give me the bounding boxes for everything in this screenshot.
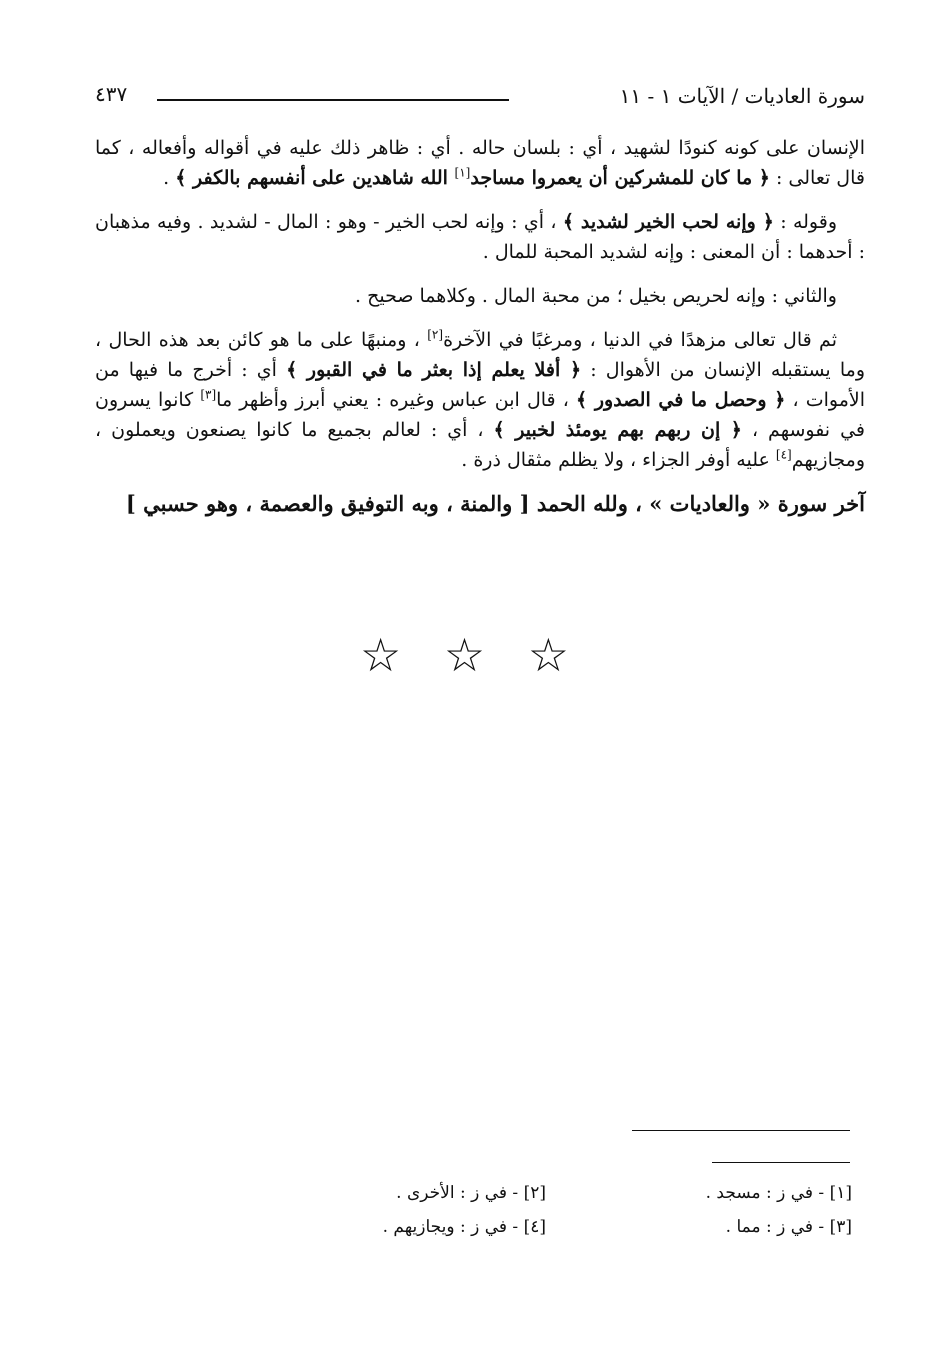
footnote-4: [٤] - في ز : ويجازيهم . xyxy=(382,1217,546,1237)
paragraph-3 xyxy=(95,281,865,311)
quran-quote: ﴿ إن ربهم بهم يومئذ لخبير ﴾ xyxy=(493,419,742,441)
text-span: ثم قال تعالى مزهدًا في الدنيا ، ومرغبًا في الآخرة xyxy=(443,329,837,351)
paragraph-2 xyxy=(95,207,865,267)
quran-quote: ﴿ أفلا يعلم إذا بعثر ما في القبور ﴾ xyxy=(286,359,582,381)
page-header xyxy=(95,78,865,118)
text-span: ، ومنبهًا على ما هو كائن بعد هذه الحال ، وما يستقبله الإنسان من الأهوال : xyxy=(95,329,865,381)
header-rule xyxy=(157,99,509,101)
text-span: وقوله : xyxy=(773,211,838,233)
footnote-row xyxy=(240,1176,852,1210)
surah-closing: آخر سورة « والعاديات » ، ولله الحمد [ والمنة ، وبه التوفيق والعصمة ، وهو حسبي ] xyxy=(125,491,865,516)
text-span: عليه أوفر الجزاء ، ولا يظلم مثقال ذرة . xyxy=(461,449,776,471)
text-span: كانوا يسرون في نفوسهم ، xyxy=(95,389,866,441)
star-ornament: ☆ ☆ ☆ xyxy=(360,628,583,682)
quran-quote: ﴿ وإنه لحب الخير لشديد ﴾ xyxy=(562,211,774,233)
footnotes xyxy=(240,1176,852,1244)
quran-quote: ﴿ وحصل ما في الصدور ﴾ xyxy=(576,389,786,411)
text-span: ، أي : وإنه لحب الخير - وهو : المال - لشديد . وفيه مذهبان : أحدهما : أن المعنى : وإنه لشديد المحبة للمال . xyxy=(95,211,865,263)
body-text xyxy=(95,133,865,533)
text-span: . xyxy=(163,167,176,189)
quran-quote: الله شاهدين على أنفسهم بالكفر ﴾ xyxy=(175,167,455,189)
footnote-2: [٢] - في ز : الأخرى . xyxy=(396,1183,546,1203)
footnote-marker: [٣] xyxy=(200,387,217,402)
running-title: سورة العاديات / الآيات ١ - ١١ xyxy=(619,84,865,108)
paragraph-1 xyxy=(95,133,865,193)
footnote-rule xyxy=(632,1130,850,1131)
footnote-marker: [١] xyxy=(454,165,471,180)
footnote-rule-short xyxy=(712,1162,850,1163)
footnote-3: [٣] - في ز : مما . xyxy=(725,1217,852,1237)
quran-quote: ﴿ ما كان للمشركين أن يعمروا مساجد xyxy=(470,167,770,189)
footnote-marker: [٤] xyxy=(775,447,792,462)
page-number: ٤٣٧ xyxy=(95,82,128,106)
footnote-row xyxy=(240,1210,852,1244)
footnote-marker: [٢] xyxy=(427,327,444,342)
text-span: ، أي : لعالم بجميع ما كانوا يصنعون ويعملون ، ومجازيهم xyxy=(95,419,865,471)
text-span: أي : أخرج ما فيها من الأموات ، xyxy=(95,359,865,411)
paragraph-4 xyxy=(95,325,865,475)
text-span: الإنسان على كونه كنودًا لشهيد ، أي : بلسان حاله . أي : ظاهر ذلك عليه في أقواله وأفعاله ، كما قال تعالى : xyxy=(95,137,865,189)
footnote-1: [١] - في ز : مسجد . xyxy=(705,1183,852,1203)
text-span: ، قال ابن عباس وغيره : يعني أبرز وأظهر ما xyxy=(216,389,577,411)
text-span: والثاني : وإنه لحريص بخيل ؛ من محبة المال . وكلاهما صحيح . xyxy=(355,285,837,307)
